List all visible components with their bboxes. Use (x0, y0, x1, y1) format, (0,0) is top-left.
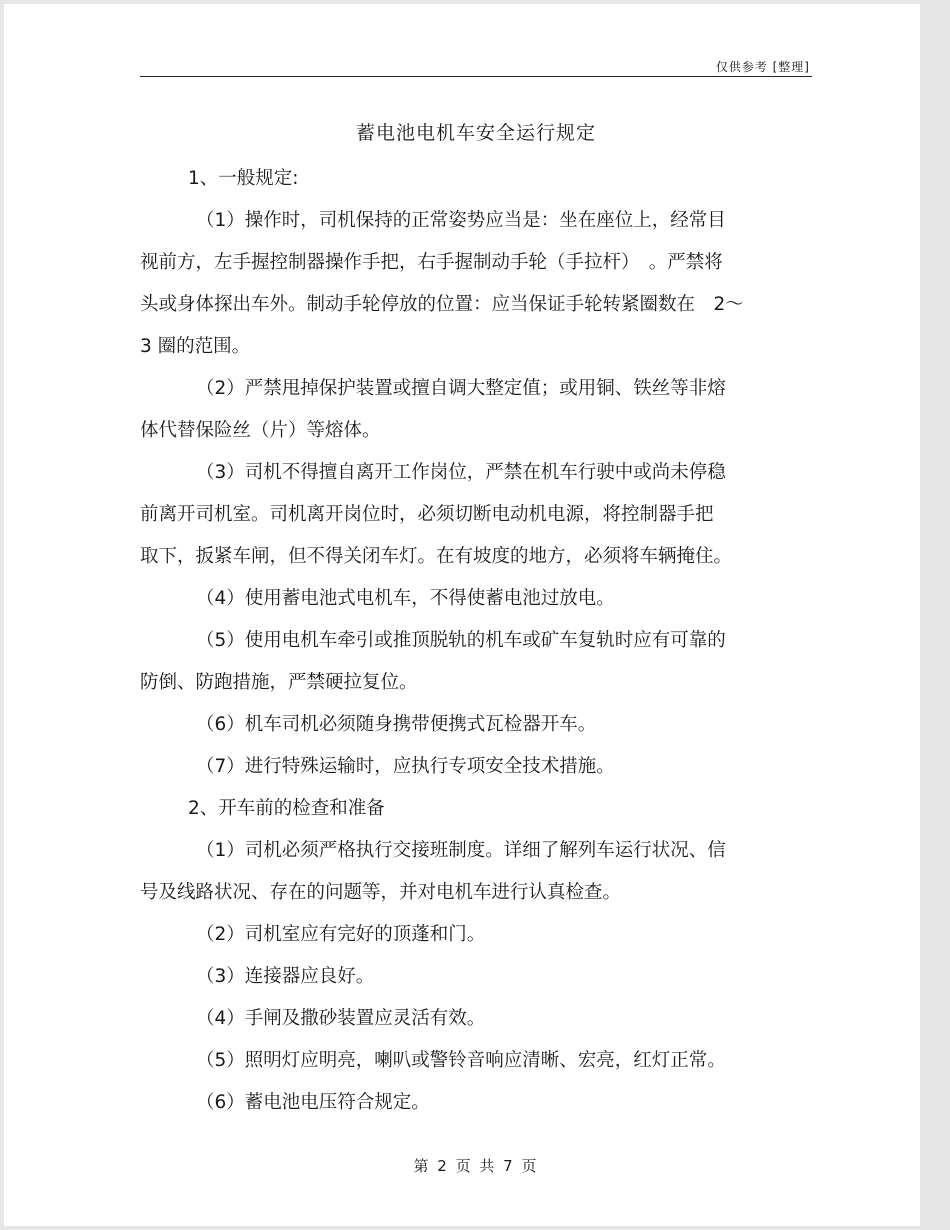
paragraph-line: （7）进行特殊运输时，应执行专项安全技术措施。 (196, 756, 615, 777)
paragraph-line: （3）司机不得擅自离开工作岗位，严禁在机车行驶中或尚未停稳 (196, 462, 726, 483)
paragraph-line: 取下，扳紧车闸，但不得关闭车灯。在有坡度的地方，必须将车辆掩住。 (140, 546, 733, 567)
header-rule (140, 76, 812, 77)
paragraph-line: （5）使用电机车牵引或推顶脱轨的机车或矿车复轨时应有可靠的 (196, 630, 726, 651)
paragraph-line: （6）蓄电池电压符合规定。 (196, 1092, 430, 1113)
paragraph-line: 号及线路状况、存在的问题等，并对电机车进行认真检查。 (140, 882, 622, 903)
paragraph-line: （6）机车司机必须随身携带便携式瓦检器开车。 (196, 714, 597, 735)
paragraph-line: （2）司机室应有完好的顶蓬和门。 (196, 924, 486, 945)
paragraph-line: （3）连接器应良好。 (196, 966, 375, 987)
paragraph-line: 3 圈的范围。 (140, 336, 251, 357)
paragraph-line: 体代替保险丝（片）等熔体。 (140, 420, 381, 441)
paragraph-line: （4）使用蓄电池式电机车，不得使蓄电池过放电。 (196, 588, 615, 609)
paragraph-line: （1）操作时，司机保持的正常姿势应当是：坐在座位上，经常目 (196, 210, 726, 231)
document-page (4, 4, 920, 1226)
paragraph-line: 防倒、防跑措施，严禁硬拉复位。 (140, 672, 418, 693)
page-title: 蓄电池电机车安全运行规定 (355, 122, 596, 144)
header-note: 仅供参考 [整理] (715, 60, 810, 74)
paragraph-line: （4）手闸及撒砂装置应灵活有效。 (196, 1008, 486, 1029)
page-number-footer: 第 2 页 共 7 页 (413, 1157, 539, 1175)
paragraph-line: （5）照明灯应明亮，喇叭或警铃音响应清晰、宏亮，红灯正常。 (196, 1050, 726, 1071)
paragraph-line: 前离开司机室。司机离开岗位时，必须切断电动机电源，将控制器手把 (140, 504, 714, 525)
section-heading-2: 2、开车前的检查和准备 (188, 798, 385, 819)
section-heading-1: 1、一般规定: (188, 168, 299, 189)
paragraph-line: （2）严禁甩掉保护装置或擅自调大整定值；或用铜、铁丝等非熔 (196, 378, 726, 399)
document-body (140, 158, 812, 1124)
paragraph-line: 头或身体探出车外。制动手轮停放的位置：应当保证手轮转紧圈数在 2～ (140, 294, 744, 315)
paragraph-line: （1）司机必须严格执行交接班制度。详细了解列车运行状况、信 (196, 840, 726, 861)
paragraph-line: 视前方，左手握控制器操作手把，右手握制动手轮（手拉杆） 。严禁将 (140, 252, 723, 273)
